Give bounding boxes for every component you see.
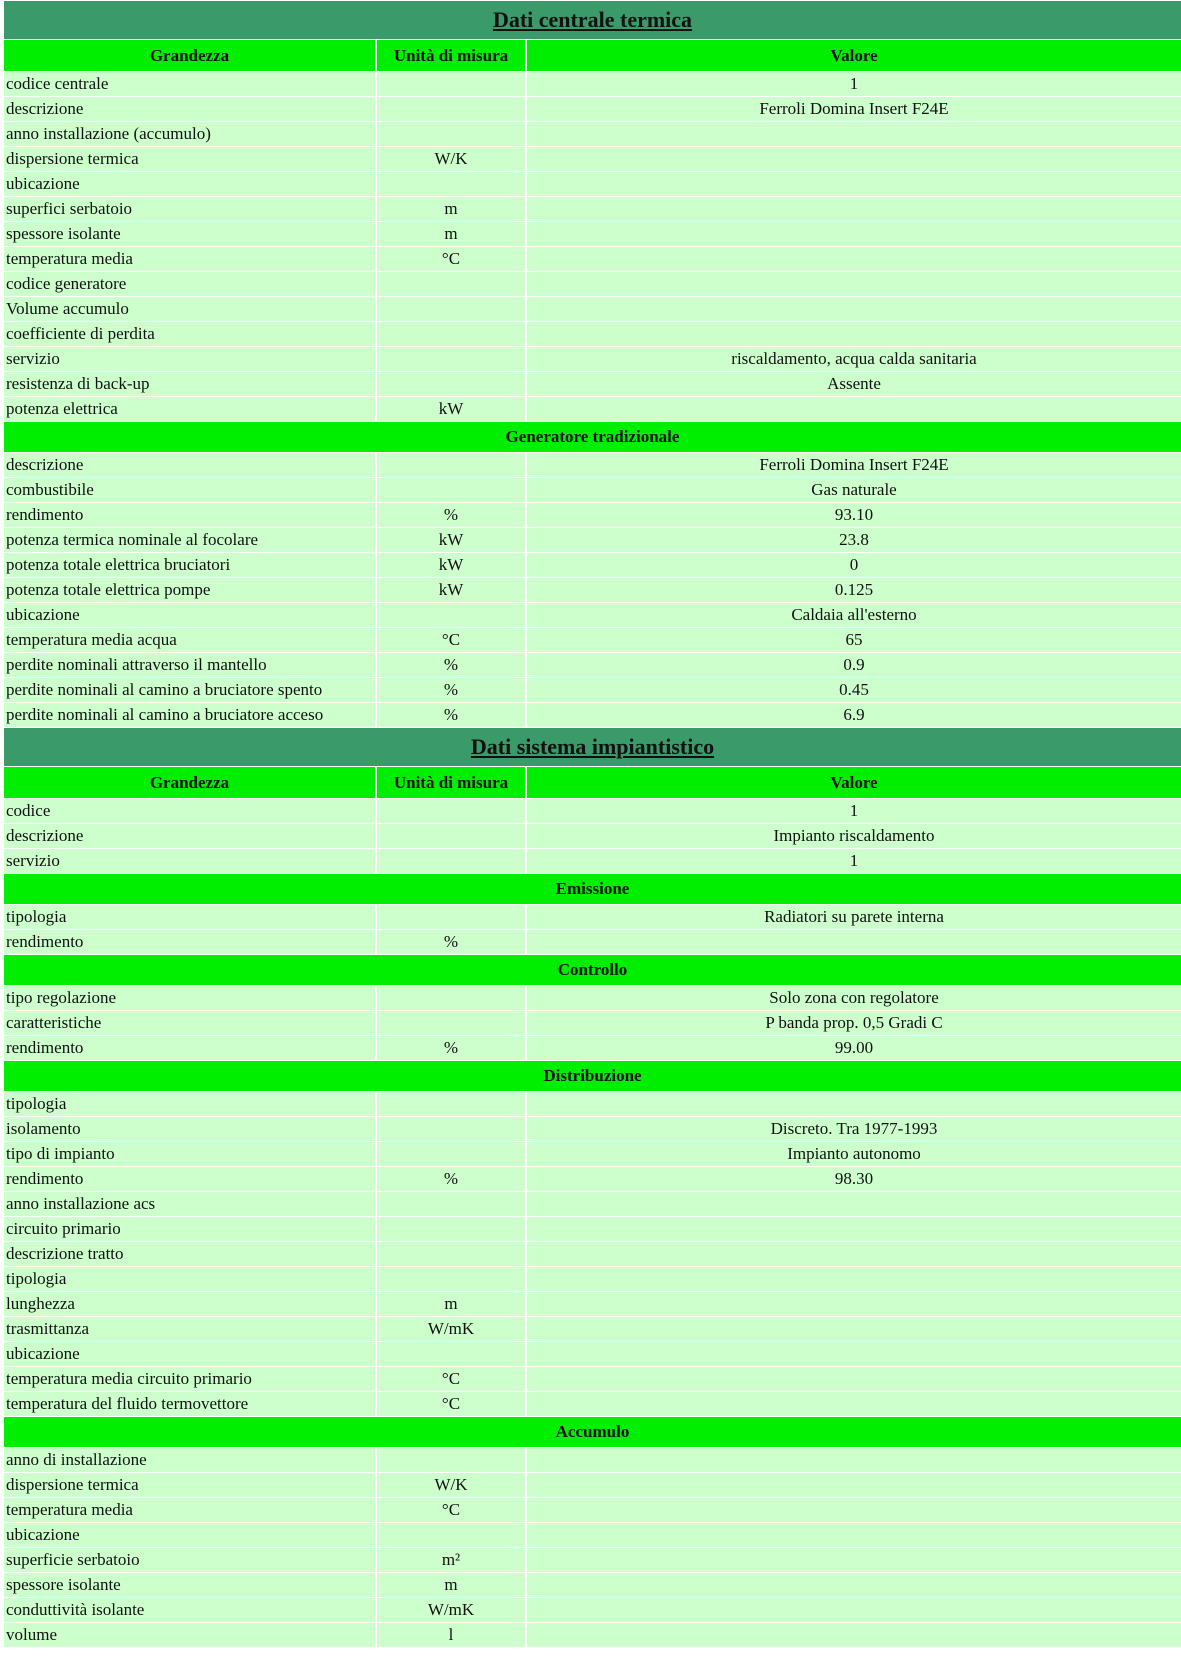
table-row — [4, 122, 1181, 146]
table-row — [4, 172, 1181, 196]
cell-valore — [525, 1317, 1181, 1341]
table-row — [4, 1142, 1181, 1166]
cell-valore: 0 — [525, 553, 1181, 577]
cell-grandezza: ubicazione — [4, 603, 375, 627]
cell-unita: W/K — [375, 1473, 525, 1497]
cell-valore: 0.9 — [525, 653, 1181, 677]
report-sheet — [4, 0, 1181, 1648]
table-row — [4, 1392, 1181, 1416]
cell-valore: Ferroli Domina Insert F24E — [525, 97, 1181, 121]
cell-grandezza: caratteristiche — [4, 1011, 375, 1035]
cell-unita — [375, 1523, 525, 1547]
cell-unita — [375, 72, 525, 96]
cell-valore — [525, 1092, 1181, 1116]
header-valore: Valore — [525, 40, 1181, 71]
cell-grandezza: rendimento — [4, 930, 375, 954]
cell-grandezza: dispersione termica — [4, 147, 375, 171]
subsection-header-row — [4, 422, 1181, 452]
table-row — [4, 147, 1181, 171]
table-row — [4, 1011, 1181, 1035]
cell-unita: % — [375, 678, 525, 702]
table-row — [4, 1623, 1181, 1647]
cell-unita — [375, 1217, 525, 1241]
column-header-row — [4, 767, 1181, 798]
cell-grandezza: rendimento — [4, 1167, 375, 1191]
cell-unita — [375, 905, 525, 929]
cell-grandezza: tipologia — [4, 905, 375, 929]
cell-unita — [375, 272, 525, 296]
table-row — [4, 1548, 1181, 1572]
cell-valore: 98.30 — [525, 1167, 1181, 1191]
cell-grandezza: temperatura media circuito primario — [4, 1367, 375, 1391]
cell-unita — [375, 347, 525, 371]
cell-grandezza: temperatura media — [4, 247, 375, 271]
cell-valore: 65 — [525, 628, 1181, 652]
cell-unita: % — [375, 703, 525, 727]
cell-valore — [525, 1242, 1181, 1266]
cell-unita — [375, 1448, 525, 1472]
subsection-title: Controllo — [4, 955, 1181, 985]
table-row — [4, 653, 1181, 677]
table-row — [4, 824, 1181, 848]
cell-grandezza: superfici serbatoio — [4, 197, 375, 221]
cell-grandezza: ubicazione — [4, 1523, 375, 1547]
cell-grandezza: servizio — [4, 849, 375, 873]
cell-valore: Impianto riscaldamento — [525, 824, 1181, 848]
table-row — [4, 297, 1181, 321]
cell-grandezza: temperatura del fluido termovettore — [4, 1392, 375, 1416]
cell-unita: °C — [375, 1367, 525, 1391]
subsection-title: Emissione — [4, 874, 1181, 904]
data-table — [4, 0, 1181, 1648]
cell-grandezza: resistenza di back-up — [4, 372, 375, 396]
cell-unita: kW — [375, 578, 525, 602]
cell-unita: % — [375, 1167, 525, 1191]
cell-grandezza: tipo di impianto — [4, 1142, 375, 1166]
cell-valore — [525, 322, 1181, 346]
cell-valore — [525, 1192, 1181, 1216]
cell-valore — [525, 297, 1181, 321]
header-valore: Valore — [525, 767, 1181, 798]
cell-unita: % — [375, 503, 525, 527]
cell-grandezza: Volume accumulo — [4, 297, 375, 321]
cell-unita — [375, 1117, 525, 1141]
cell-grandezza: ubicazione — [4, 172, 375, 196]
cell-grandezza: perdite nominali al camino a bruciatore acceso — [4, 703, 375, 727]
cell-valore: Gas naturale — [525, 478, 1181, 502]
cell-unita: l — [375, 1623, 525, 1647]
cell-unita — [375, 1242, 525, 1266]
cell-grandezza: anno di installazione — [4, 1448, 375, 1472]
cell-unita: °C — [375, 1392, 525, 1416]
cell-unita — [375, 849, 525, 873]
cell-valore: 99.00 — [525, 1036, 1181, 1060]
cell-valore: 1 — [525, 849, 1181, 873]
cell-unita — [375, 372, 525, 396]
cell-valore: Solo zona con regolatore — [525, 986, 1181, 1010]
cell-grandezza: descrizione — [4, 824, 375, 848]
cell-unita — [375, 1092, 525, 1116]
cell-valore — [525, 1267, 1181, 1291]
column-header-row — [4, 40, 1181, 71]
cell-valore: Radiatori su parete interna — [525, 905, 1181, 929]
cell-unita — [375, 322, 525, 346]
cell-grandezza: perdite nominali al camino a bruciatore spento — [4, 678, 375, 702]
cell-valore: 93.10 — [525, 503, 1181, 527]
cell-unita — [375, 1192, 525, 1216]
cell-grandezza: potenza elettrica — [4, 397, 375, 421]
cell-grandezza: descrizione — [4, 97, 375, 121]
cell-grandezza: tipologia — [4, 1092, 375, 1116]
cell-valore — [525, 1392, 1181, 1416]
cell-valore: Ferroli Domina Insert F24E — [525, 453, 1181, 477]
cell-valore: Assente — [525, 372, 1181, 396]
table-row — [4, 397, 1181, 421]
header-unita: Unità di misura — [375, 767, 525, 798]
table-row — [4, 799, 1181, 823]
cell-unita: m² — [375, 1548, 525, 1572]
table-row — [4, 603, 1181, 627]
cell-valore — [525, 1217, 1181, 1241]
table-row — [4, 1292, 1181, 1316]
cell-unita — [375, 1142, 525, 1166]
table-row — [4, 322, 1181, 346]
cell-valore — [525, 1598, 1181, 1622]
subsection-header-row — [4, 1417, 1181, 1447]
cell-grandezza: descrizione — [4, 453, 375, 477]
cell-unita — [375, 1267, 525, 1291]
cell-grandezza: tipologia — [4, 1267, 375, 1291]
cell-valore: 1 — [525, 72, 1181, 96]
cell-unita: % — [375, 1036, 525, 1060]
table-row — [4, 97, 1181, 121]
cell-grandezza: rendimento — [4, 1036, 375, 1060]
cell-grandezza: isolamento — [4, 1117, 375, 1141]
cell-valore: 0.125 — [525, 578, 1181, 602]
cell-grandezza: codice generatore — [4, 272, 375, 296]
table-row — [4, 628, 1181, 652]
cell-valore: Caldaia all'esterno — [525, 603, 1181, 627]
cell-grandezza: potenza totale elettrica pompe — [4, 578, 375, 602]
subsection-header-row — [4, 955, 1181, 985]
table-row — [4, 905, 1181, 929]
cell-unita: W/mK — [375, 1317, 525, 1341]
cell-valore: riscaldamento, acqua calda sanitaria — [525, 347, 1181, 371]
table-row — [4, 197, 1181, 221]
cell-valore: 0.45 — [525, 678, 1181, 702]
cell-valore — [525, 247, 1181, 271]
cell-unita — [375, 478, 525, 502]
table-row — [4, 849, 1181, 873]
cell-valore: 6.9 — [525, 703, 1181, 727]
cell-unita — [375, 172, 525, 196]
table-row — [4, 1242, 1181, 1266]
cell-unita: % — [375, 653, 525, 677]
cell-grandezza: rendimento — [4, 503, 375, 527]
cell-unita: m — [375, 197, 525, 221]
table-row — [4, 1267, 1181, 1291]
cell-valore — [525, 1573, 1181, 1597]
cell-valore — [525, 222, 1181, 246]
cell-valore — [525, 1473, 1181, 1497]
cell-unita: W/mK — [375, 1598, 525, 1622]
cell-grandezza: potenza totale elettrica bruciatori — [4, 553, 375, 577]
table-row — [4, 1192, 1181, 1216]
subsection-title: Distribuzione — [4, 1061, 1181, 1091]
cell-grandezza: codice — [4, 799, 375, 823]
table-row — [4, 372, 1181, 396]
cell-valore — [525, 147, 1181, 171]
cell-valore — [525, 1342, 1181, 1366]
table-row — [4, 1117, 1181, 1141]
cell-grandezza: spessore isolante — [4, 222, 375, 246]
cell-valore — [525, 122, 1181, 146]
cell-grandezza: temperatura media acqua — [4, 628, 375, 652]
table-row — [4, 1573, 1181, 1597]
table-row — [4, 1036, 1181, 1060]
cell-grandezza: anno installazione (accumulo) — [4, 122, 375, 146]
cell-valore — [525, 1292, 1181, 1316]
cell-unita: % — [375, 930, 525, 954]
table-row — [4, 578, 1181, 602]
subsection-title: Generatore tradizionale — [4, 422, 1181, 452]
cell-valore: Impianto autonomo — [525, 1142, 1181, 1166]
cell-valore — [525, 930, 1181, 954]
cell-grandezza: temperatura media — [4, 1498, 375, 1522]
table-row — [4, 1498, 1181, 1522]
cell-unita — [375, 122, 525, 146]
table-row — [4, 986, 1181, 1010]
table-row — [4, 1167, 1181, 1191]
cell-valore — [525, 1448, 1181, 1472]
cell-unita — [375, 603, 525, 627]
cell-grandezza: descrizione tratto — [4, 1242, 375, 1266]
table-row — [4, 1367, 1181, 1391]
cell-valore: P banda prop. 0,5 Gradi C — [525, 1011, 1181, 1035]
table-row — [4, 272, 1181, 296]
table-row — [4, 347, 1181, 371]
table-row — [4, 1598, 1181, 1622]
cell-valore — [525, 172, 1181, 196]
cell-unita: °C — [375, 247, 525, 271]
table-row — [4, 478, 1181, 502]
cell-grandezza: codice centrale — [4, 72, 375, 96]
cell-grandezza: anno installazione acs — [4, 1192, 375, 1216]
header-grandezza: Grandezza — [4, 40, 375, 71]
table-row — [4, 1342, 1181, 1366]
table-row — [4, 553, 1181, 577]
cell-valore — [525, 1367, 1181, 1391]
cell-valore — [525, 272, 1181, 296]
subsection-header-row — [4, 874, 1181, 904]
cell-unita — [375, 297, 525, 321]
cell-grandezza: trasmittanza — [4, 1317, 375, 1341]
cell-grandezza: lunghezza — [4, 1292, 375, 1316]
cell-grandezza: circuito primario — [4, 1217, 375, 1241]
cell-unita: °C — [375, 1498, 525, 1522]
section-title: Dati centrale termica — [4, 1, 1181, 39]
cell-grandezza: superficie serbatoio — [4, 1548, 375, 1572]
cell-grandezza: combustibile — [4, 478, 375, 502]
cell-unita — [375, 986, 525, 1010]
section-title-row — [4, 728, 1181, 766]
cell-unita: m — [375, 222, 525, 246]
table-row — [4, 1473, 1181, 1497]
cell-valore — [525, 1548, 1181, 1572]
table-row — [4, 1523, 1181, 1547]
cell-unita — [375, 824, 525, 848]
cell-unita: kW — [375, 553, 525, 577]
cell-grandezza: servizio — [4, 347, 375, 371]
cell-unita — [375, 1342, 525, 1366]
cell-valore: 23.8 — [525, 528, 1181, 552]
cell-unita: kW — [375, 397, 525, 421]
table-row — [4, 72, 1181, 96]
cell-unita — [375, 453, 525, 477]
cell-valore: 1 — [525, 799, 1181, 823]
cell-valore — [525, 1623, 1181, 1647]
table-row — [4, 247, 1181, 271]
table-row — [4, 453, 1181, 477]
cell-unita: m — [375, 1573, 525, 1597]
table-row — [4, 930, 1181, 954]
cell-valore — [525, 197, 1181, 221]
cell-unita: m — [375, 1292, 525, 1316]
cell-valore — [525, 397, 1181, 421]
table-row — [4, 503, 1181, 527]
cell-unita — [375, 799, 525, 823]
header-grandezza: Grandezza — [4, 767, 375, 798]
cell-grandezza: coefficiente di perdita — [4, 322, 375, 346]
section-title: Dati sistema impiantistico — [4, 728, 1181, 766]
cell-grandezza: perdite nominali attraverso il mantello — [4, 653, 375, 677]
cell-valore — [525, 1498, 1181, 1522]
cell-grandezza: ubicazione — [4, 1342, 375, 1366]
table-row — [4, 528, 1181, 552]
cell-unita — [375, 97, 525, 121]
table-row — [4, 1448, 1181, 1472]
table-row — [4, 1317, 1181, 1341]
cell-valore: Discreto. Tra 1977-1993 — [525, 1117, 1181, 1141]
cell-unita — [375, 1011, 525, 1035]
cell-valore — [525, 1523, 1181, 1547]
table-row — [4, 703, 1181, 727]
cell-unita: °C — [375, 628, 525, 652]
cell-grandezza: conduttività isolante — [4, 1598, 375, 1622]
table-row — [4, 1092, 1181, 1116]
cell-grandezza: spessore isolante — [4, 1573, 375, 1597]
cell-grandezza: dispersione termica — [4, 1473, 375, 1497]
subsection-title: Accumulo — [4, 1417, 1181, 1447]
subsection-header-row — [4, 1061, 1181, 1091]
cell-unita: kW — [375, 528, 525, 552]
table-row — [4, 1217, 1181, 1241]
cell-grandezza: volume — [4, 1623, 375, 1647]
header-unita: Unità di misura — [375, 40, 525, 71]
section-title-row — [4, 1, 1181, 39]
table-row — [4, 222, 1181, 246]
cell-unita: W/K — [375, 147, 525, 171]
cell-grandezza: tipo regolazione — [4, 986, 375, 1010]
cell-grandezza: potenza termica nominale al focolare — [4, 528, 375, 552]
table-row — [4, 678, 1181, 702]
